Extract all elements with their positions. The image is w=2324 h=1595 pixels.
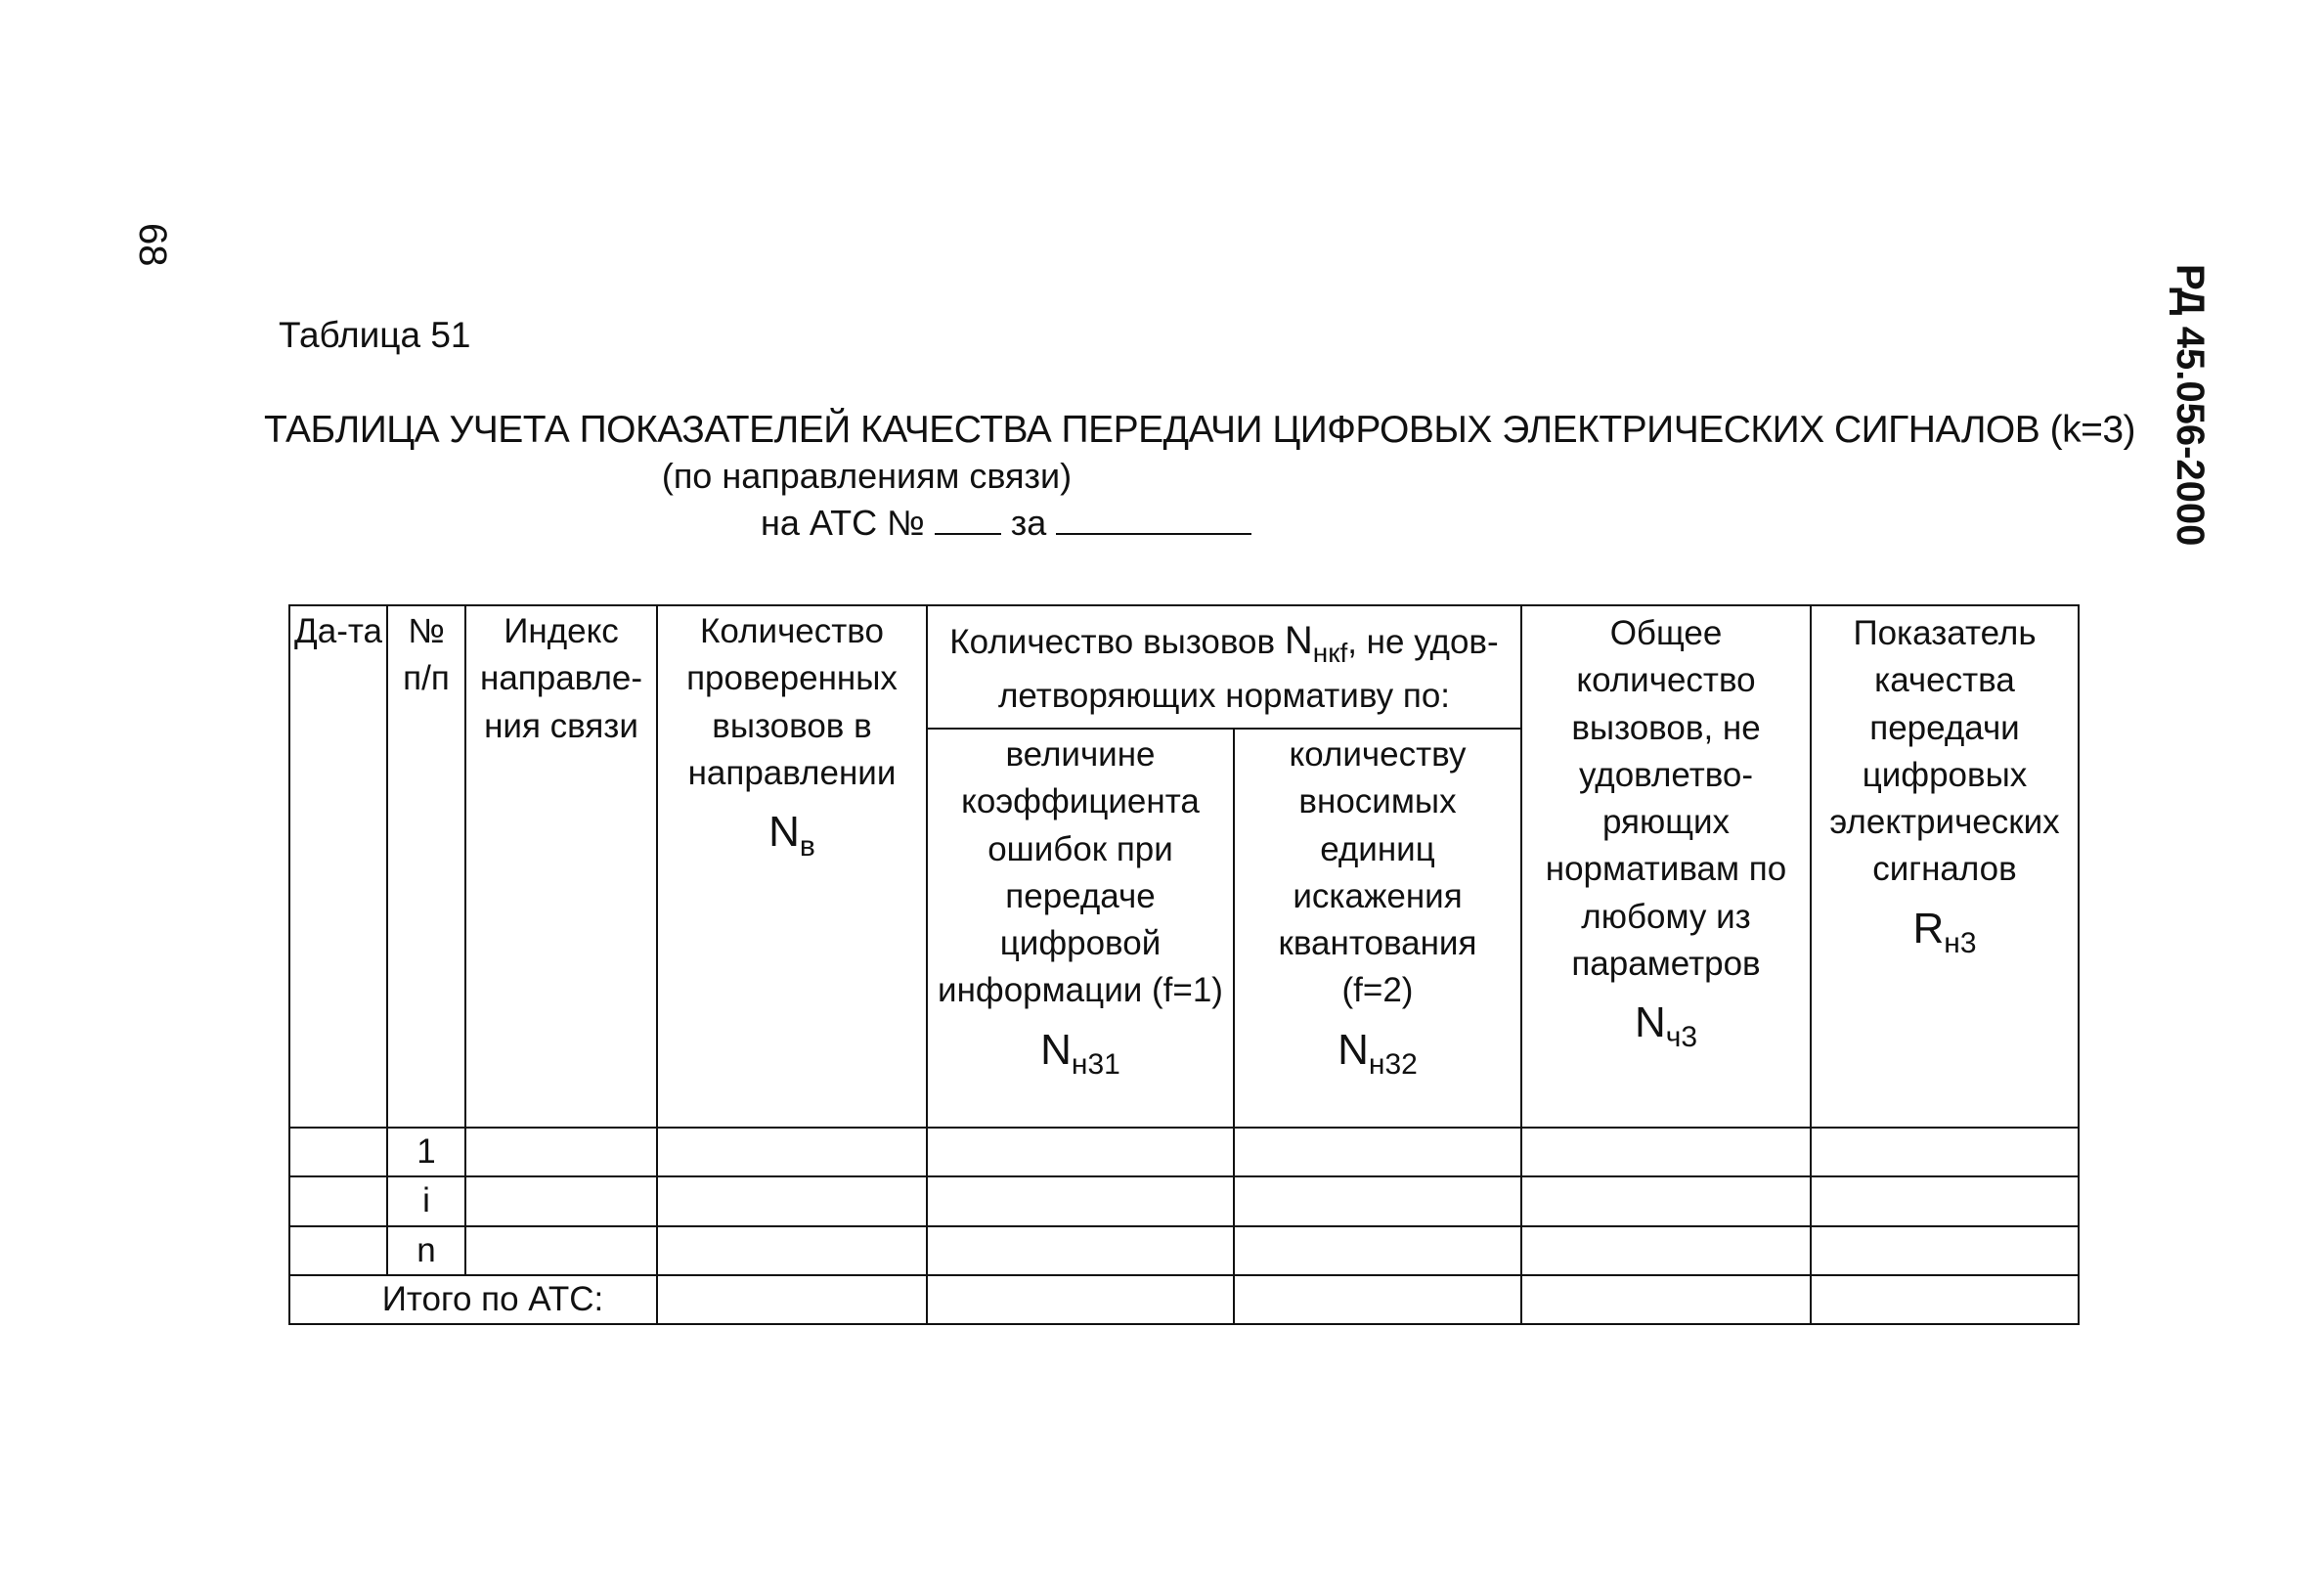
cell-index[interactable] — [465, 1176, 657, 1225]
cell-index[interactable] — [465, 1128, 657, 1176]
cell-quality[interactable] — [1811, 1128, 2079, 1176]
header-checked — [657, 605, 927, 1128]
symbol-nch3: $N_{ч3}$ — [1634, 998, 1698, 1054]
cell-number: 1 — [387, 1128, 465, 1176]
symbol-nn31: $N_{н31}$ — [1040, 1025, 1120, 1081]
header-quant-units-text: количеству вносимых единиц искажения квантования (f=2) — [1278, 734, 1477, 1010]
cell-quant-units[interactable] — [1234, 1226, 1521, 1275]
total-label: Итого по АТС: — [289, 1275, 657, 1324]
page-number: 68 — [131, 223, 174, 267]
symbol-rn3: $R_{н3}$ — [1912, 904, 1977, 959]
table-row — [289, 1128, 2079, 1176]
table-row — [289, 1226, 2079, 1275]
header-quality — [1811, 605, 2079, 1128]
header-quality-text: Показатель качества передачи цифровых электрических сигналов — [1829, 614, 2060, 889]
cell-date[interactable] — [289, 1128, 387, 1176]
header-number: № п/п — [387, 605, 465, 1128]
cell-total[interactable] — [1521, 1226, 1811, 1275]
table-title: ТАБЛИЦА УЧЕТА ПОКАЗАТЕЛЕЙ КАЧЕСТВА ПЕРЕДАЧИ ЦИФРОВЫХ ЭЛЕКТРИЧЕСКИХ СИГНАЛОВ (k=3) — [264, 409, 2136, 451]
header-not-meeting — [927, 605, 1521, 729]
cell-quality[interactable] — [1811, 1226, 2079, 1275]
cell-quant-units[interactable] — [1234, 1176, 1521, 1225]
cell-index[interactable] — [465, 1226, 657, 1275]
ats-number-blank[interactable] — [935, 504, 1001, 535]
document-code: РД 45.056-2000 — [2169, 264, 2212, 547]
cell-number: n — [387, 1226, 465, 1275]
cell-quant-units[interactable] — [1234, 1128, 1521, 1176]
header-total-text: Общее количество вызовов, не удовлетво-ряющих нормативам по любому из параметров — [1545, 614, 1787, 984]
symbol-nv: $N_в$ — [768, 808, 815, 863]
header-date: Да-та — [289, 605, 387, 1128]
symbol-nnkf: $N_{нкf}$ — [1284, 619, 1348, 668]
total-quant-units[interactable] — [1234, 1275, 1521, 1324]
period-prefix: на АТС № — [761, 503, 925, 543]
total-row — [289, 1275, 2079, 1324]
total-checked[interactable] — [657, 1275, 927, 1324]
table-label: Таблица 51 — [279, 315, 471, 355]
header-not-meeting-prefix: Количество вызовов — [949, 623, 1276, 661]
header-index: Индекс направле-ния связи — [465, 605, 657, 1128]
header-row-1 — [289, 605, 2079, 729]
header-quant-units — [1234, 729, 1521, 1128]
header-error-coeff — [927, 729, 1234, 1128]
quality-table — [288, 604, 2080, 1325]
cell-number: i — [387, 1176, 465, 1225]
period-line — [761, 503, 1251, 544]
symbol-nn32: $N_{н32}$ — [1337, 1025, 1418, 1081]
cell-error-coeff[interactable] — [927, 1176, 1234, 1225]
total-total[interactable] — [1521, 1275, 1811, 1324]
header-checked-text: Количество проверенных вызовов в направлении — [686, 612, 898, 792]
total-quality[interactable] — [1811, 1275, 2079, 1324]
header-total — [1521, 605, 1811, 1128]
cell-date[interactable] — [289, 1176, 387, 1225]
cell-total[interactable] — [1521, 1128, 1811, 1176]
total-error-coeff[interactable] — [927, 1275, 1234, 1324]
cell-checked[interactable] — [657, 1128, 927, 1176]
cell-date[interactable] — [289, 1226, 387, 1275]
table-row — [289, 1176, 2079, 1225]
cell-checked[interactable] — [657, 1226, 927, 1275]
header-error-coeff-text: величине коэффициента ошибок при передаче цифровой информации (f=1) — [938, 734, 1223, 1010]
cell-total[interactable] — [1521, 1176, 1811, 1225]
cell-checked[interactable] — [657, 1176, 927, 1225]
period-blank[interactable] — [1056, 504, 1251, 535]
table-subtitle — [0, 456, 2324, 497]
subtitle-text: (по направлениям связи) — [661, 456, 1073, 496]
cell-quality[interactable] — [1811, 1176, 2079, 1225]
cell-error-coeff[interactable] — [927, 1226, 1234, 1275]
cell-error-coeff[interactable] — [927, 1128, 1234, 1176]
header-not-meeting-suffix: , не удов-летворяющих нормативу по: — [997, 623, 1499, 715]
period-middle: за — [1010, 503, 1047, 543]
